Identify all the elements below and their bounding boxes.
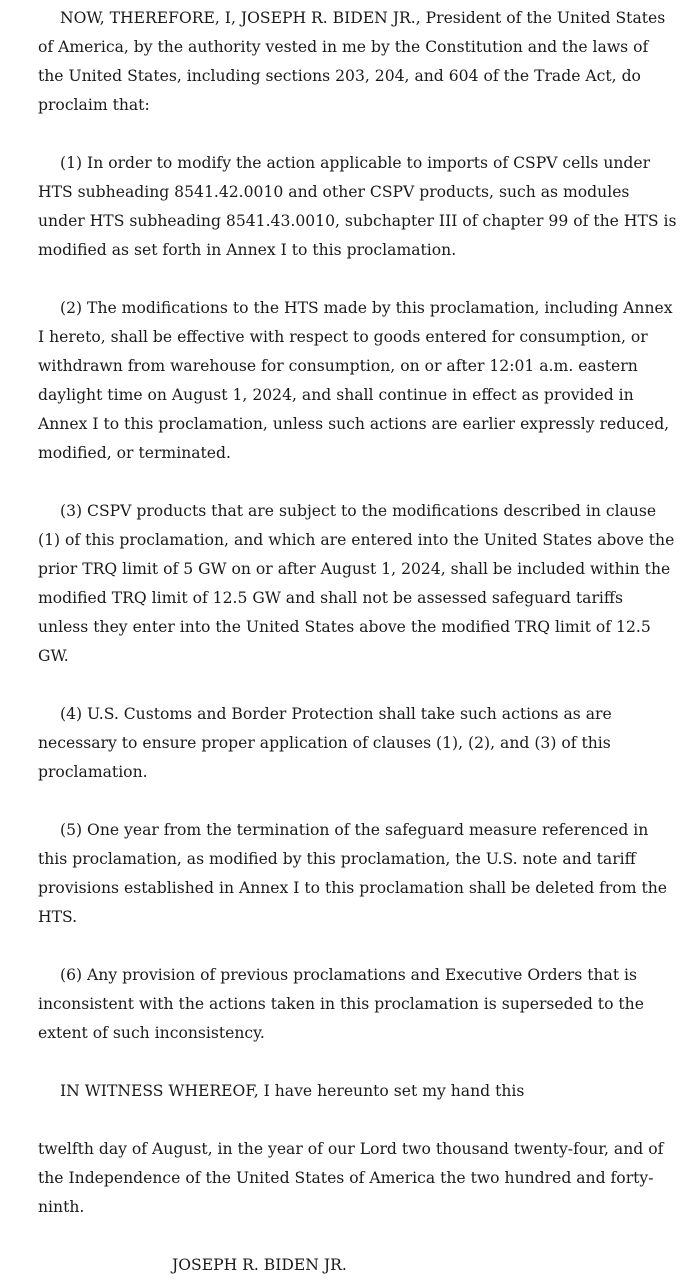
clause-5: (5) One year from the termination of the safeguard measure referenced in this proclamation, as modified by this proclamation, the U.S. note and tariff provisions established in Annex I to this proclamation shall be deleted from the HTS. bbox=[38, 821, 668, 926]
clause-4: (4) U.S. Customs and Border Protection shall take such actions as are necessary to ensure proper application of clauses (1), (2), and (3) of this proclamation. bbox=[38, 705, 612, 781]
clause-2: (2) The modifications to the HTS made by this proclamation, including Annex I hereto, shall be effective with respect to goods entered for consumption, or withdrawn from warehouse for consumption, on or after 12:01 a.m. eastern daylight time on August 1, 2024, and shall continue in effect as provided in Annex I to this proclamation, unless such actions are earlier expressly reduced, modified, or terminated. bbox=[38, 299, 673, 462]
clause-3: (3) CSPV products that are subject to the modifications described in clause (1) of this proclamation, and which are entered into the United States above the prior TRQ limit of 5 GW on or after August 1, 2024, shall be included within the modified TRQ limit of 12.5 GW and shall not be assessed safeguard tariffs unless they enter into the United States above the modified TRQ limit of 12.5 GW. bbox=[38, 502, 675, 665]
proclamation-intro: NOW, THEREFORE, I, JOSEPH R. BIDEN JR., President of the United States of America, by the authority vested in me by the Constitution and the laws of the United States, including sections 203, 204, and 604 of the Trade Act, do proclaim that: bbox=[38, 9, 666, 114]
clause-6: (6) Any provision of previous proclamations and Executive Orders that is inconsistent with the actions taken in this proclamation is superseded to the extent of such inconsistency. bbox=[38, 966, 644, 1042]
clause-1: (1) In order to modify the action applicable to imports of CSPV cells under HTS subheading 8541.42.0010 and other CSPV products, such as modules under HTS subheading 8541.43.0010, subchapter III of chapter 99 of the HTS is modified as set forth in Annex I to this proclamation. bbox=[38, 154, 677, 259]
witness-statement: IN WITNESS WHEREOF, I have hereunto set my hand this bbox=[60, 1082, 525, 1100]
date-statement: twelfth day of August, in the year of our Lord two thousand twenty-four, and of the Independence of the United States of America the two hundred and forty-ninth. bbox=[38, 1140, 664, 1216]
signature-name: JOSEPH R. BIDEN JR. bbox=[172, 1256, 347, 1274]
proclamation-document bbox=[38, 4, 678, 1280]
